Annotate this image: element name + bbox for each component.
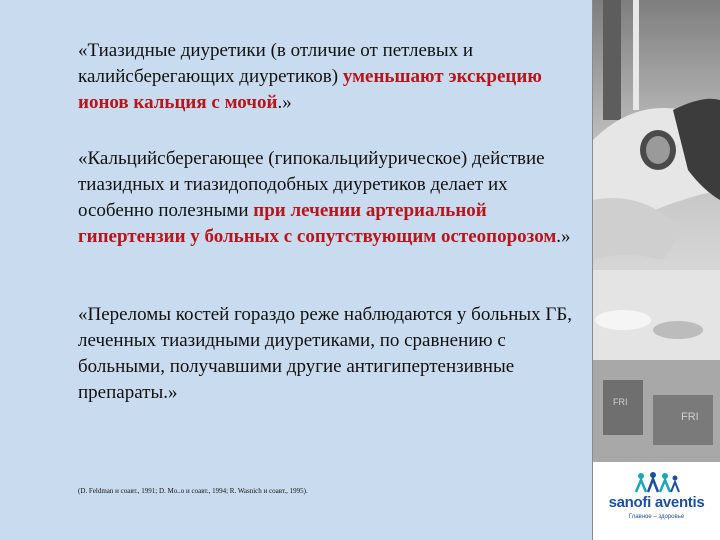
quote-calcium-sparing: [78, 146, 578, 250]
references: (D. Feldman и соавт., 1991; D. Mo..o и соавт., 1994; R. Wasnich и соавт., 1995).: [78, 487, 308, 495]
quote-calcium-excretion: [78, 38, 578, 116]
sanofi-aventis-logo: [593, 462, 720, 540]
quote-text: «Кальцийсберегающее (гипокальцийурическое) действие тиазидных и тиазидоподобных диуретиков делает их особенно полезными: [78, 148, 545, 221]
quote-highlight: при лечении артериальной гипертензии у больных с сопутствующим остеопорозом: [78, 200, 557, 247]
medical-photo: [593, 0, 720, 462]
logo-name: sanofi aventis: [608, 494, 705, 511]
quote-text: «Тиазидные диуретики (в отличие от петлевых и калийсберегающих диуретиков): [78, 40, 474, 87]
quote-fractures: [78, 302, 578, 406]
quote-end: .»: [556, 226, 571, 247]
quote-text: «Переломы костей гораздо реже наблюдаются у больных ГБ, леченных тиазидными диуретиками, по сравнению с больными, получавшими другие антигипертензивные препараты.»: [78, 304, 573, 403]
sidebar: [592, 0, 720, 540]
quote-paragraph: [78, 38, 578, 116]
quote-paragraph: [78, 146, 578, 250]
people-figures-icon: [633, 472, 681, 494]
logo-tagline: Главное – здоровье: [628, 514, 685, 520]
svg-text:FRI: FRI: [681, 411, 699, 423]
quote-end: .»: [277, 92, 292, 113]
quote-highlight: уменьшают экскрецию ионов кальция с мочой: [78, 66, 542, 113]
svg-text:FRI: FRI: [613, 397, 628, 407]
